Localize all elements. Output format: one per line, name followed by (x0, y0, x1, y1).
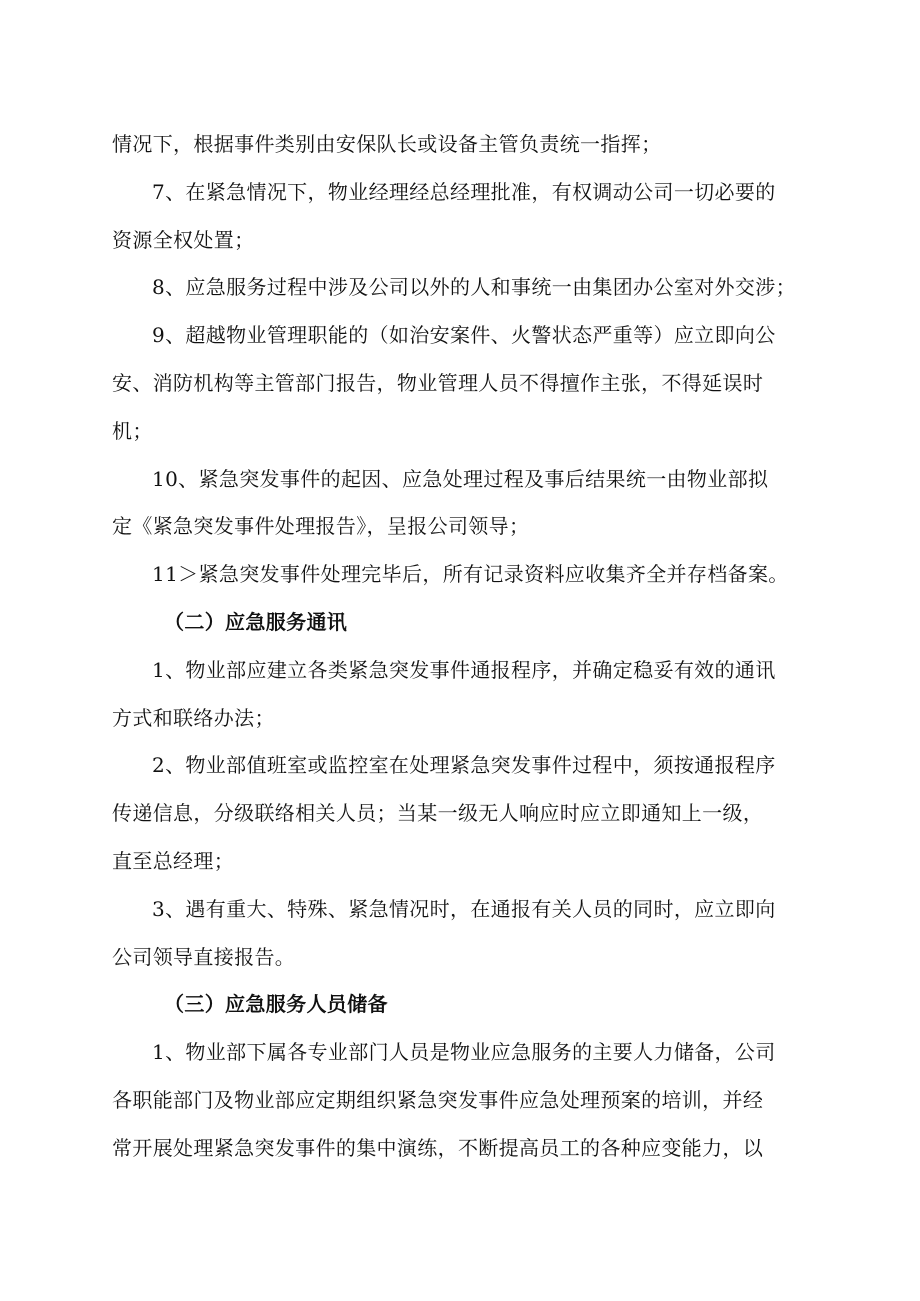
text-line: 3、遇有重大、特殊、紧急情况时，在通报有关人员的同时，应立即向 (152, 896, 776, 921)
text-line: 2、物业部值班室或监控室在处理紧急突发事件过程中，须按通报程序 (152, 753, 776, 778)
text-line: 机； (112, 418, 153, 443)
text-line: 8、应急服务过程中涉及公司以外的人和事统一由集团办公室对外交涉； (152, 275, 796, 300)
text-line: 1、物业部应建立各类紧急突发事件通报程序，并确定稳妥有效的通讯 (152, 657, 776, 682)
text-line: 公司领导直接报告。 (112, 944, 296, 969)
text-line: 安、消防机构等主管部门报告，物业管理人员不得擅作主张，不得延误时 (112, 370, 764, 395)
text-line: 传递信息，分级联络相关人员；当某一级无人响应时应立即通知上一级， (112, 801, 764, 826)
text-line: 11＞紧急突发事件处理完毕后，所有记录资料应收集齐全并存档备案。 (152, 562, 789, 587)
text-line: 定《紧急突发事件处理报告》，呈报公司领导； (112, 514, 530, 539)
text-line: 直至总经理； (112, 848, 235, 873)
text-line: 常开展处理紧急突发事件的集中演练，不断提高员工的各种应变能力，以 (112, 1135, 764, 1160)
text-line: 各职能部门及物业部应定期组织紧急突发事件应急处理预案的培训，并经 (112, 1087, 764, 1112)
text-line: 9、超越物业管理职能的（如治安案件、火警状态严重等）应立即向公 (152, 323, 776, 348)
document-page (112, 121, 812, 1173)
section-heading: （三）应急服务人员储备 (164, 992, 388, 1017)
section-heading: （二）应急服务通讯 (164, 609, 348, 634)
text-line: 1、物业部下属各专业部门人员是物业应急服务的主要人力储备，公司 (152, 1040, 776, 1065)
text-line: 方式和联络办法； (112, 705, 275, 730)
text-line: 10、紧急突发事件的起因、应急处理过程及事后结果统一由物业部拟 (152, 466, 769, 491)
text-line: 资源全权处置； (112, 227, 255, 252)
text-line: 情况下，根据事件类别由安保队长或设备主管负责统一指挥； (112, 132, 662, 156)
text-line: 7、在紧急情况下，物业经理经总经理批准，有权调动公司一切必要的 (152, 179, 776, 204)
